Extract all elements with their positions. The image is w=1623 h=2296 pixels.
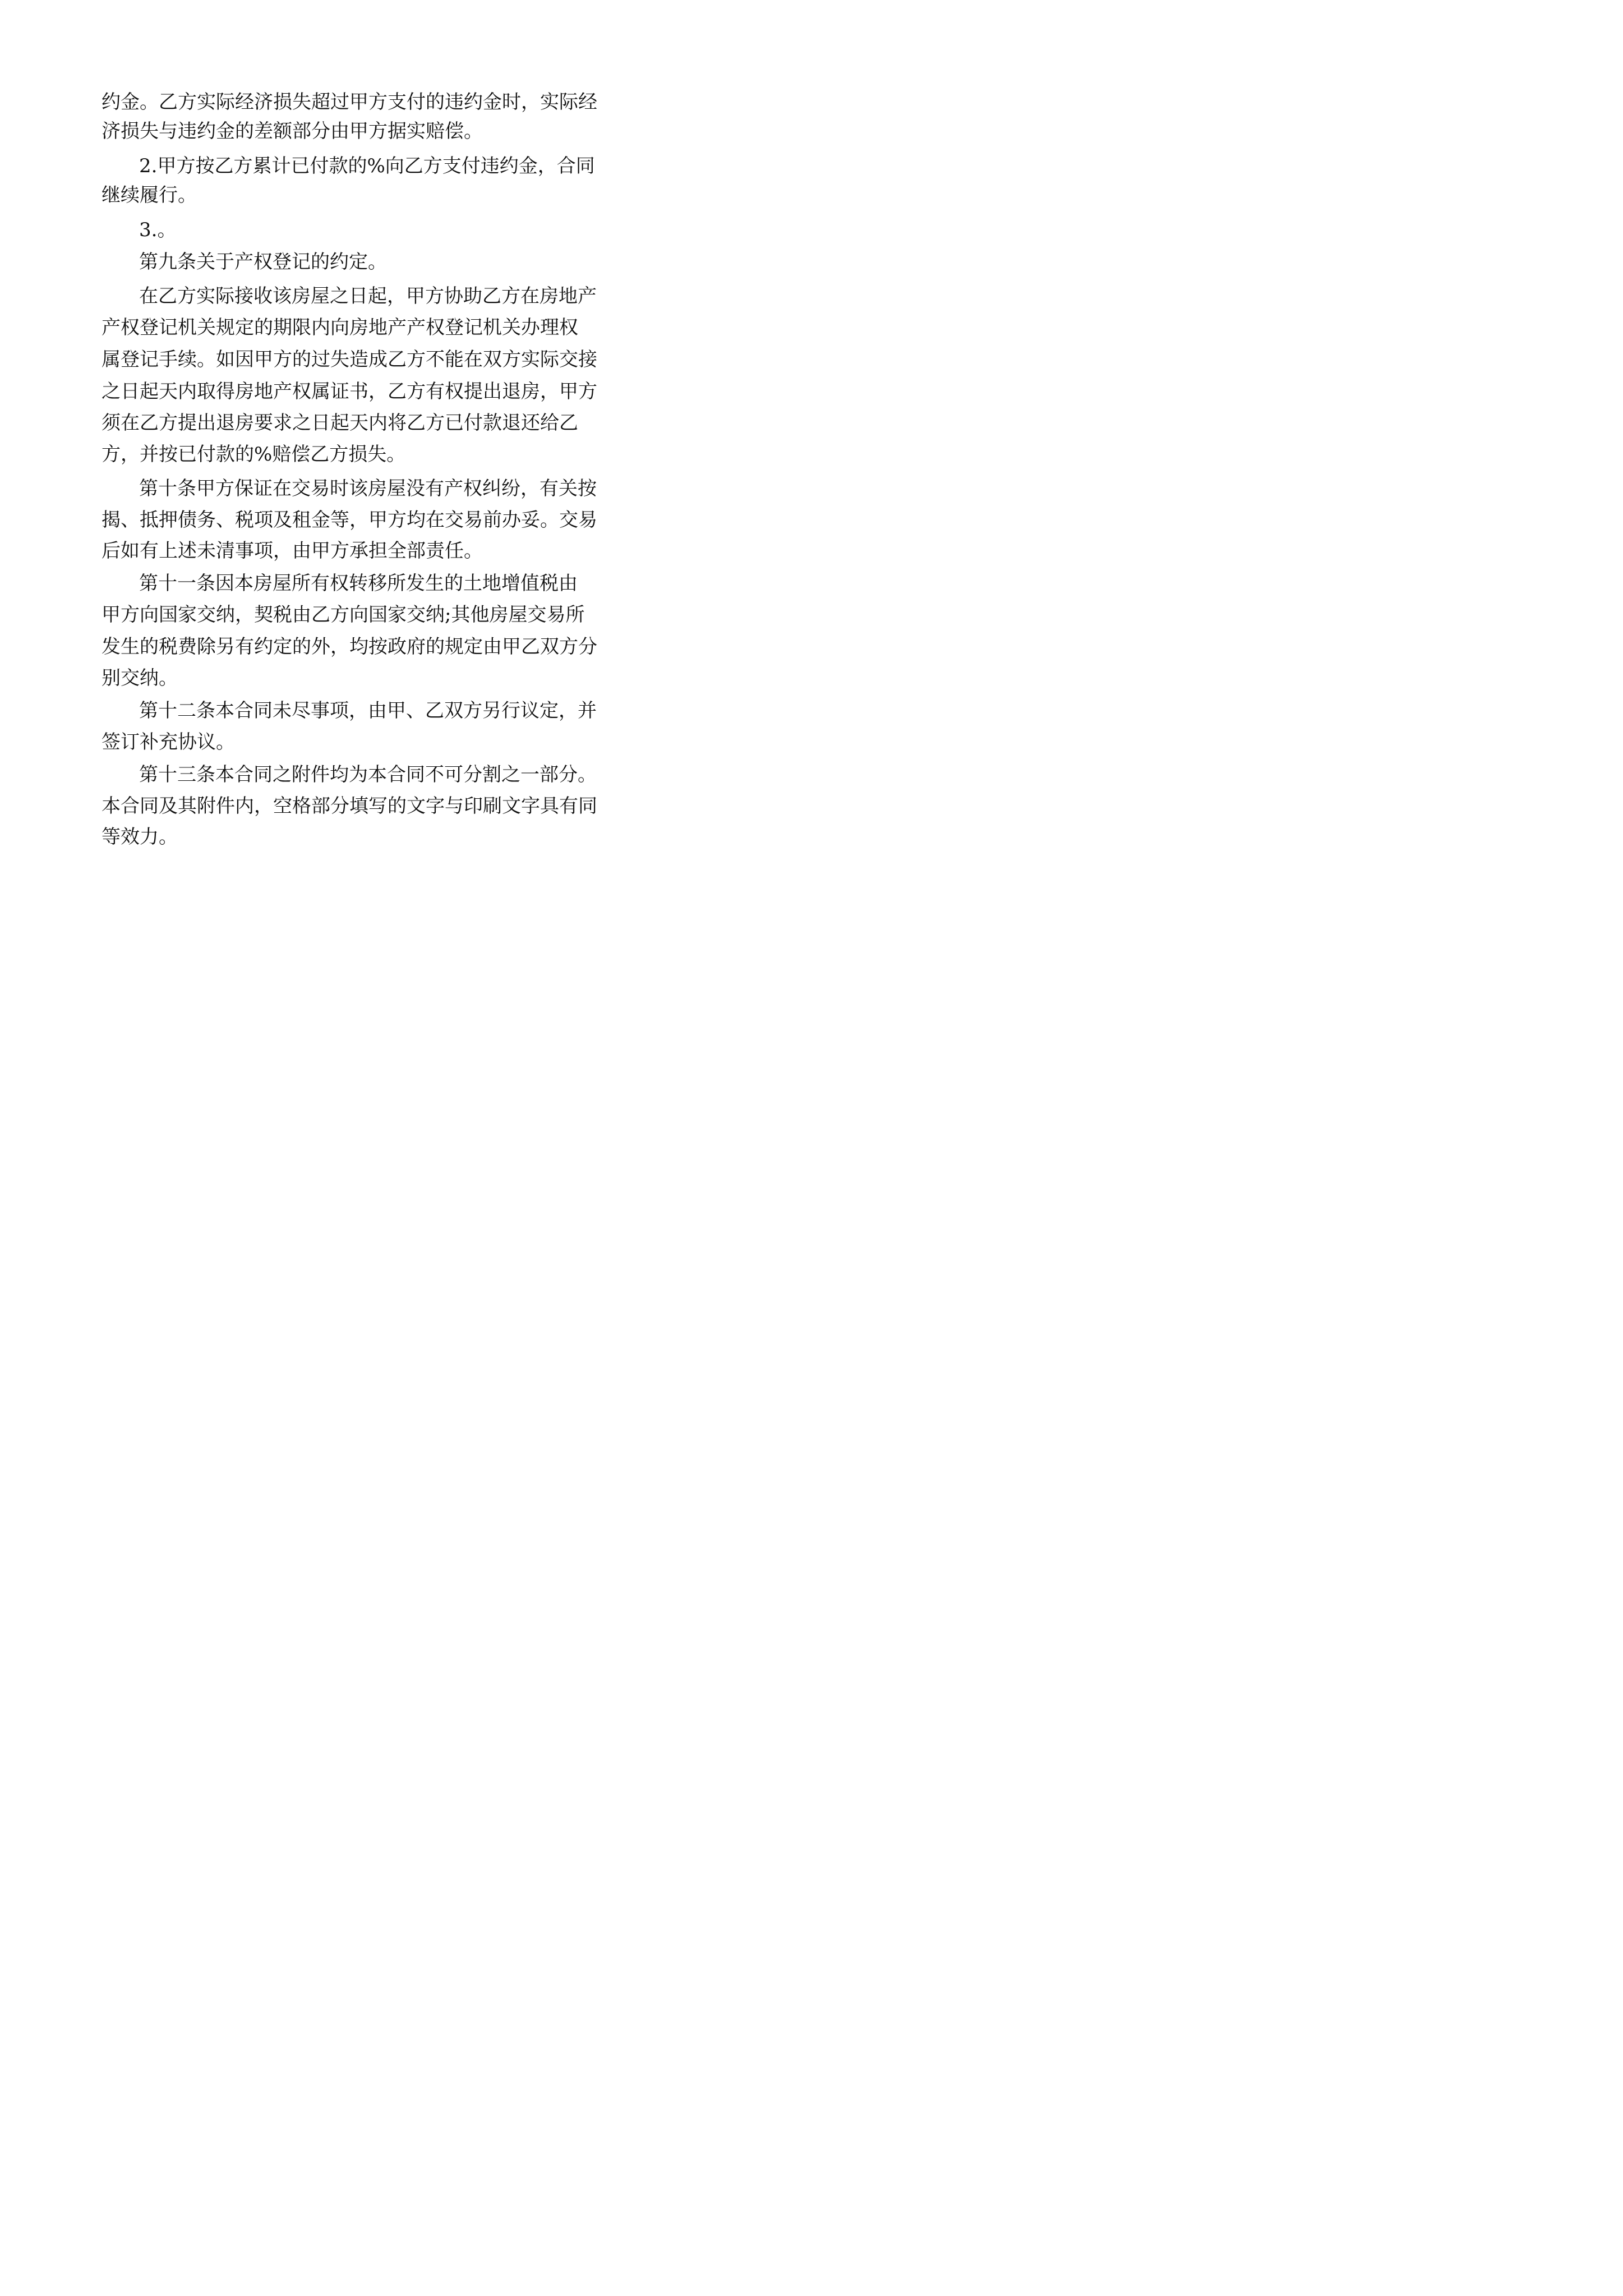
text-line-content: 第九条关于产权登记的约定。	[139, 251, 387, 273]
text-line-content: 签订补充协议。	[102, 731, 235, 753]
text-line-content: 第十条甲方保证在交易时该房屋没有产权纠纷，有关按	[139, 477, 597, 500]
text-line-content: 济损失与违约金的差额部分由甲方据实赔偿。	[102, 120, 483, 142]
document-page	[0, 0, 673, 952]
text-line-content: 之日起天内取得房地产权属证书，乙方有权提出退房，甲方	[102, 380, 597, 403]
text-line-content: 第十一条因本房屋所有权转移所发生的土地增值税由	[139, 572, 578, 595]
paragraph-article-13	[0, 0, 673, 952]
text-line-content: 第十三条本合同之附件均为本合同不可分割之一部分。	[139, 763, 597, 786]
text-line	[0, 789, 673, 823]
text-line-content: 揭、抵押债务、税项及租金等，甲方均在交易前办妥。交易	[102, 509, 597, 531]
text-line-content: 方，并按已付款的%赔偿乙方损失。	[102, 443, 406, 466]
text-line-content: 等效力。	[102, 826, 178, 848]
text-line-content: 约金。乙方实际经济损失超过甲方支付的违约金时，实际经	[102, 91, 597, 113]
text-line-content: 在乙方实际接收该房屋之日起，甲方协助乙方在房地产	[139, 285, 597, 307]
text-line	[0, 820, 673, 854]
text-line-content: 发生的税费除另有约定的外，均按政府的规定由甲乙双方分	[102, 636, 597, 658]
text-line	[0, 757, 673, 792]
text-line-content: 3.。	[139, 219, 177, 241]
text-line-content: 属登记手续。如因甲方的过失造成乙方不能在双方实际交接	[102, 348, 597, 371]
text-line-content: 须在乙方提出退房要求之日起天内将乙方已付款退还给乙	[102, 412, 578, 434]
text-line-content: 第十二条本合同未尽事项，由甲、乙双方另行议定，并	[139, 700, 597, 722]
text-line-content: 2.甲方按乙方累计已付款的%向乙方支付违约金，合同	[139, 155, 595, 177]
text-line-content: 后如有上述未清事项，由甲方承担全部责任。	[102, 540, 483, 562]
text-line-content: 产权登记机关规定的期限内向房地产产权登记机关办理权	[102, 316, 578, 339]
text-line-content: 甲方向国家交纳，契税由乙方向国家交纳;其他房屋交易所	[102, 604, 585, 626]
text-line-content: 本合同及其附件内，空格部分填写的文字与印刷文字具有同	[102, 795, 597, 817]
text-line-content: 继续履行。	[102, 184, 197, 206]
text-line-content: 别交纳。	[102, 667, 178, 689]
